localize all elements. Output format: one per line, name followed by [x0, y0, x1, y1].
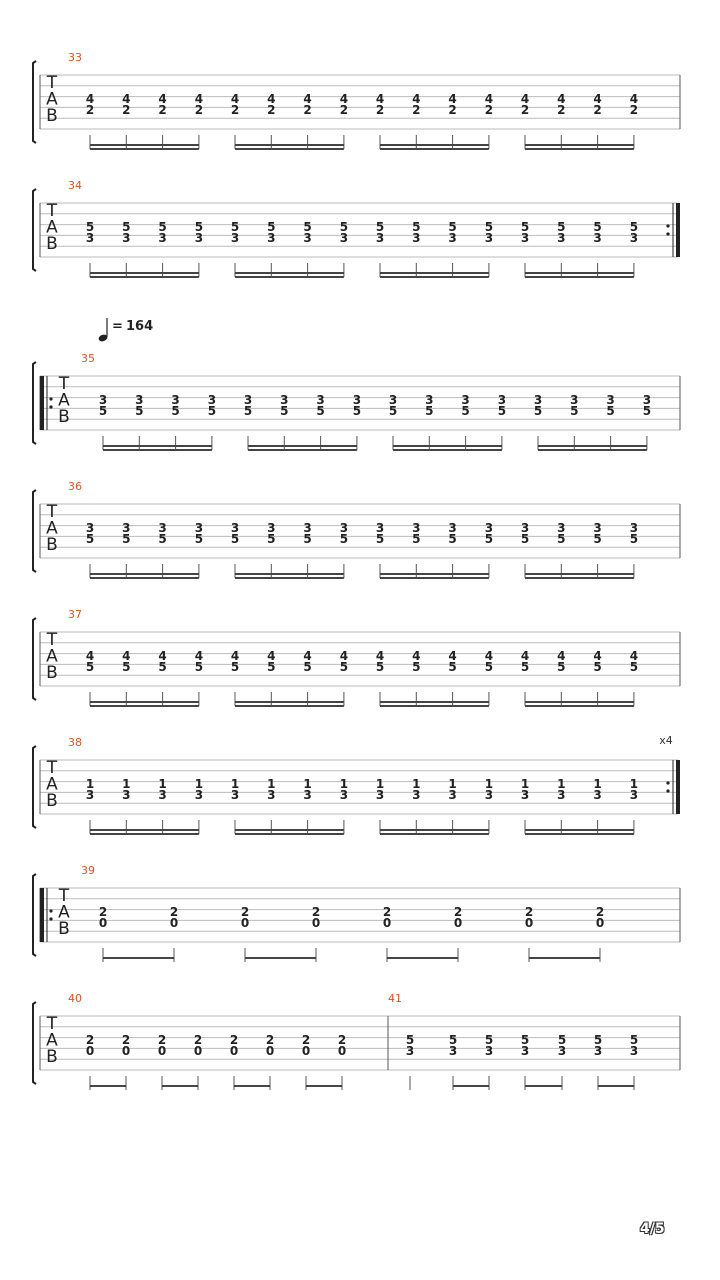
system-bracket — [33, 874, 36, 956]
fret-number: 0 — [301, 1043, 311, 1058]
fret-number: 0 — [229, 1043, 239, 1058]
fret-number: 5 — [570, 403, 579, 418]
tab-clef-letter: B — [46, 106, 58, 126]
fret-number: 5 — [533, 403, 543, 418]
fret-number: 1 — [158, 777, 167, 792]
measure-number: 34 — [68, 179, 82, 192]
fret-number: 5 — [303, 220, 312, 235]
fret-number: 2 — [265, 1033, 275, 1048]
fret-number: 5 — [85, 220, 95, 235]
fret-number: 2 — [229, 1033, 239, 1048]
fret-number: 2 — [157, 1033, 167, 1048]
fret-number: 4 — [339, 92, 349, 107]
fret-number: 1 — [194, 777, 204, 792]
fret-number: 5 — [375, 659, 385, 674]
fret-number: 4 — [520, 92, 530, 107]
fret-number: 3 — [629, 787, 639, 802]
tab-clef-letter: A — [46, 518, 58, 539]
fret-number: 5 — [158, 220, 167, 235]
fret-number: 5 — [85, 659, 95, 674]
fret-number: 0 — [595, 915, 605, 930]
fret-number: 3 — [230, 787, 240, 802]
fret-number: 4 — [230, 92, 240, 107]
fret-number: 5 — [484, 220, 494, 235]
fret-number: 4 — [303, 92, 312, 107]
fret-number: 3 — [339, 521, 349, 536]
fret-number: 5 — [448, 531, 457, 546]
fret-number: 3 — [158, 230, 167, 245]
tempo-bpm: 164 — [126, 319, 154, 334]
fret-number: 5 — [593, 1033, 603, 1048]
repeat-dot — [666, 232, 669, 235]
fret-number: 5 — [520, 531, 530, 546]
fret-number: 4 — [158, 649, 167, 664]
tab-clef-letter: T — [46, 502, 58, 522]
fret-number: 2 — [412, 102, 421, 117]
fret-number: 5 — [194, 659, 204, 674]
fret-number: 4 — [557, 92, 566, 107]
tab-clef-letter: B — [46, 663, 58, 683]
fret-number: 5 — [484, 531, 494, 546]
tab-clef-letter: B — [46, 234, 58, 254]
fret-number: 5 — [230, 531, 240, 546]
page-number: 4/5 — [640, 1221, 665, 1237]
fret-number: 5 — [230, 220, 240, 235]
fret-number: 3 — [520, 1043, 530, 1058]
fret-number: 2 — [629, 102, 639, 117]
fret-number: 3 — [85, 521, 95, 536]
fret-number: 0 — [453, 915, 463, 930]
fret-number: 3 — [375, 230, 385, 245]
fret-number: 5 — [412, 220, 421, 235]
fret-number: 1 — [629, 777, 639, 792]
tab-clef-letter: T — [46, 201, 58, 221]
tab-clef-letter: B — [46, 535, 58, 555]
fret-number: 2 — [169, 905, 179, 920]
fret-number: 3 — [375, 787, 385, 802]
fret-number: 2 — [311, 905, 321, 920]
fret-number: 5 — [85, 531, 95, 546]
system-bracket — [33, 1002, 36, 1084]
fret-number: 3 — [629, 521, 639, 536]
fret-number: 4 — [448, 92, 457, 107]
fret-number: 5 — [425, 403, 434, 418]
fret-number: 5 — [339, 531, 349, 546]
repeat-start-thick-bar — [40, 376, 44, 430]
fret-number: 5 — [267, 531, 276, 546]
fret-number: 4 — [375, 649, 385, 664]
repeat-end-thick-bar — [676, 203, 680, 257]
fret-number: 3 — [484, 230, 494, 245]
fret-number: 5 — [448, 1033, 458, 1048]
fret-number: 2 — [121, 1033, 131, 1048]
fret-number: 2 — [375, 102, 385, 117]
fret-number: 4 — [267, 92, 276, 107]
fret-number: 1 — [122, 777, 131, 792]
fret-number: 5 — [267, 220, 276, 235]
fret-number: 5 — [375, 531, 385, 546]
fret-number: 3 — [405, 1043, 415, 1058]
fret-number: 0 — [382, 915, 392, 930]
fret-number: 2 — [193, 1033, 203, 1048]
fret-number: 4 — [484, 649, 494, 664]
fret-number: 5 — [375, 220, 385, 235]
fret-number: 5 — [593, 659, 602, 674]
fret-number: 5 — [194, 531, 204, 546]
fret-number: 3 — [267, 521, 276, 536]
fret-number: 4 — [194, 92, 204, 107]
fret-number: 3 — [316, 393, 325, 408]
fret-number: 5 — [606, 403, 615, 418]
fret-number: 5 — [158, 531, 167, 546]
fret-number: 3 — [448, 787, 457, 802]
fret-number: 5 — [339, 659, 349, 674]
fret-number: 5 — [642, 403, 652, 418]
fret-number: 3 — [593, 787, 602, 802]
fret-number: 2 — [453, 905, 463, 920]
tab-clef-letter: T — [46, 73, 58, 93]
fret-number: 4 — [230, 649, 240, 664]
system-bracket — [33, 61, 36, 143]
tab-clef-letter: T — [58, 886, 70, 906]
fret-number: 5 — [593, 531, 602, 546]
fret-number: 0 — [240, 915, 250, 930]
tab-clef-letter: A — [46, 646, 58, 667]
fret-number: 5 — [448, 220, 457, 235]
fret-number: 5 — [557, 1033, 567, 1048]
tab-clef-letter: A — [58, 902, 70, 923]
fret-number: 3 — [388, 393, 398, 408]
fret-number: 0 — [169, 915, 179, 930]
fret-number: 4 — [412, 649, 421, 664]
fret-number: 4 — [122, 649, 131, 664]
fret-number: 5 — [388, 403, 398, 418]
fret-number: 2 — [303, 102, 312, 117]
system-bracket — [33, 362, 36, 444]
fret-number: 2 — [557, 102, 566, 117]
fret-number: 3 — [629, 230, 639, 245]
fret-number: 5 — [629, 1033, 639, 1048]
repeat-dot — [666, 781, 669, 784]
fret-number: 3 — [461, 393, 470, 408]
fret-number: 5 — [303, 531, 312, 546]
fret-number: 3 — [85, 230, 95, 245]
tab-clef-letter: T — [58, 374, 70, 394]
fret-number: 5 — [448, 659, 457, 674]
fret-number: 4 — [85, 649, 95, 664]
fret-number: 2 — [593, 102, 602, 117]
fret-number: 4 — [593, 92, 602, 107]
fret-number: 3 — [412, 521, 421, 536]
fret-number: 3 — [280, 393, 289, 408]
fret-number: 0 — [121, 1043, 131, 1058]
tab-clef-letter: T — [46, 758, 58, 778]
fret-number: 3 — [122, 787, 131, 802]
fret-number: 0 — [524, 915, 534, 930]
measure-number: 40 — [68, 992, 82, 1005]
fret-number: 1 — [230, 777, 240, 792]
fret-number: 1 — [412, 777, 421, 792]
fret-number: 5 — [194, 220, 204, 235]
fret-number: 2 — [301, 1033, 311, 1048]
measure-number: 37 — [68, 608, 82, 621]
fret-number: 2 — [85, 1033, 95, 1048]
fret-number: 3 — [642, 393, 652, 408]
fret-number: 5 — [461, 403, 470, 418]
fret-number: 5 — [243, 403, 253, 418]
tab-clef-letter: B — [58, 919, 70, 939]
fret-number: 5 — [484, 1033, 494, 1048]
fret-number: 5 — [267, 659, 276, 674]
fret-number: 3 — [593, 230, 602, 245]
fret-number: 3 — [520, 521, 530, 536]
fret-number: 3 — [158, 787, 167, 802]
tab-clef-letter: A — [46, 217, 58, 238]
fret-number: 3 — [267, 230, 276, 245]
fret-number: 2 — [267, 102, 276, 117]
fret-number: 5 — [135, 403, 144, 418]
fret-number: 0 — [265, 1043, 275, 1058]
fret-number: 3 — [425, 393, 434, 408]
repeat-dot — [49, 405, 52, 408]
measure-number: 33 — [68, 51, 82, 64]
fret-number: 0 — [157, 1043, 167, 1058]
repeat-dot — [666, 789, 669, 792]
fret-number: 3 — [520, 230, 530, 245]
fret-number: 4 — [593, 649, 602, 664]
fret-number: 3 — [533, 393, 543, 408]
fret-number: 4 — [267, 649, 276, 664]
system-bracket — [33, 189, 36, 271]
fret-number: 0 — [85, 1043, 95, 1058]
fret-number: 3 — [557, 521, 566, 536]
fret-number: 1 — [339, 777, 349, 792]
fret-number: 3 — [267, 787, 276, 802]
fret-number: 5 — [303, 659, 312, 674]
fret-number: 4 — [629, 649, 639, 664]
fret-number: 5 — [497, 403, 507, 418]
fret-number: 2 — [484, 102, 494, 117]
fret-number: 2 — [524, 905, 534, 920]
fret-number: 3 — [606, 393, 615, 408]
fret-number: 2 — [230, 102, 240, 117]
fret-number: 4 — [484, 92, 494, 107]
fret-number: 3 — [484, 1043, 494, 1058]
fret-number: 4 — [448, 649, 457, 664]
fret-number: 0 — [98, 915, 108, 930]
fret-number: 3 — [484, 521, 494, 536]
fret-number: 2 — [98, 905, 108, 920]
measure-number: 38 — [68, 736, 82, 749]
fret-number: 3 — [557, 230, 566, 245]
fret-number: 3 — [339, 230, 349, 245]
fret-number: 4 — [520, 649, 530, 664]
fret-number: 3 — [448, 521, 457, 536]
fret-number: 3 — [520, 787, 530, 802]
fret-number: 1 — [593, 777, 602, 792]
fret-number: 5 — [520, 1033, 530, 1048]
fret-number: 3 — [122, 521, 131, 536]
fret-number: 5 — [520, 220, 530, 235]
fret-number: 5 — [557, 220, 566, 235]
fret-number: 4 — [557, 649, 566, 664]
fret-number: 4 — [194, 649, 204, 664]
repeat-end-thick-bar — [676, 760, 680, 814]
fret-number: 3 — [207, 393, 217, 408]
fret-number: 5 — [122, 659, 131, 674]
tempo-equals: = — [112, 319, 123, 334]
fret-number: 2 — [240, 905, 250, 920]
fret-number: 0 — [193, 1043, 203, 1058]
fret-number: 3 — [171, 393, 180, 408]
measure-number: 36 — [68, 480, 82, 493]
fret-number: 5 — [484, 659, 494, 674]
fret-number: 3 — [352, 393, 362, 408]
fret-number: 5 — [412, 531, 421, 546]
fret-number: 5 — [557, 659, 566, 674]
fret-number: 3 — [448, 230, 457, 245]
repeat-count-label: x4 — [659, 734, 673, 747]
fret-number: 1 — [557, 777, 566, 792]
fret-number: 3 — [230, 521, 240, 536]
fret-number: 2 — [158, 102, 167, 117]
fret-number: 3 — [135, 393, 144, 408]
fret-number: 2 — [85, 102, 95, 117]
fret-number: 5 — [629, 531, 639, 546]
fret-number: 1 — [85, 777, 95, 792]
tab-clef-letter: A — [46, 1030, 58, 1051]
fret-number: 3 — [303, 521, 312, 536]
fret-number: 2 — [339, 102, 349, 117]
fret-number: 3 — [303, 230, 312, 245]
fret-number: 5 — [98, 403, 108, 418]
repeat-dot — [666, 224, 669, 227]
fret-number: 4 — [122, 92, 131, 107]
fret-number: 3 — [448, 1043, 458, 1058]
fret-number: 4 — [339, 649, 349, 664]
fret-number: 2 — [337, 1033, 347, 1048]
repeat-dot — [49, 917, 52, 920]
tab-clef-letter: T — [46, 630, 58, 650]
tab-clef-letter: B — [58, 407, 70, 427]
fret-number: 3 — [230, 230, 240, 245]
fret-number: 2 — [122, 102, 131, 117]
fret-number: 3 — [557, 787, 566, 802]
tab-clef-letter: A — [58, 390, 70, 411]
fret-number: 3 — [122, 230, 131, 245]
tab-clef-letter: A — [46, 89, 58, 110]
fret-number: 2 — [448, 102, 457, 117]
fret-number: 3 — [593, 521, 602, 536]
fret-number: 0 — [337, 1043, 347, 1058]
fret-number: 2 — [382, 905, 392, 920]
fret-number: 3 — [194, 521, 204, 536]
system-bracket — [33, 746, 36, 828]
fret-number: 3 — [412, 230, 421, 245]
fret-number: 5 — [280, 403, 289, 418]
fret-number: 3 — [375, 521, 385, 536]
fret-number: 3 — [497, 393, 507, 408]
fret-number: 5 — [629, 220, 639, 235]
fret-number: 2 — [520, 102, 530, 117]
fret-number: 3 — [85, 787, 95, 802]
fret-number: 3 — [194, 230, 204, 245]
system-bracket — [33, 618, 36, 700]
fret-number: 5 — [593, 220, 602, 235]
fret-number: 5 — [207, 403, 217, 418]
fret-number: 5 — [122, 531, 131, 546]
fret-number: 5 — [339, 220, 349, 235]
fret-number: 5 — [557, 531, 566, 546]
fret-number: 3 — [484, 787, 494, 802]
tab-clef-letter: A — [46, 774, 58, 795]
fret-number: 3 — [303, 787, 312, 802]
fret-number: 5 — [352, 403, 362, 418]
fret-number: 3 — [557, 1043, 567, 1058]
fret-number: 4 — [412, 92, 421, 107]
fret-number: 4 — [158, 92, 167, 107]
measure-number: 41 — [388, 992, 402, 1005]
fret-number: 5 — [629, 659, 639, 674]
fret-number: 5 — [122, 220, 131, 235]
tab-clef-letter: B — [46, 791, 58, 811]
repeat-start-thick-bar — [40, 888, 44, 942]
fret-number: 3 — [339, 787, 349, 802]
fret-number: 3 — [570, 393, 579, 408]
fret-number: 5 — [316, 403, 325, 418]
fret-number: 3 — [158, 521, 167, 536]
fret-number: 3 — [98, 393, 108, 408]
fret-number: 4 — [303, 649, 312, 664]
fret-number: 1 — [303, 777, 312, 792]
fret-number: 3 — [629, 1043, 639, 1058]
fret-number: 0 — [311, 915, 321, 930]
measure-number: 39 — [81, 864, 95, 877]
fret-number: 5 — [230, 659, 240, 674]
repeat-dot — [49, 397, 52, 400]
fret-number: 4 — [85, 92, 95, 107]
fret-number: 3 — [194, 787, 204, 802]
fret-number: 3 — [412, 787, 421, 802]
tab-clef-letter: T — [46, 1014, 58, 1034]
fret-number: 4 — [375, 92, 385, 107]
fret-number: 5 — [520, 659, 530, 674]
repeat-dot — [49, 909, 52, 912]
fret-number: 4 — [629, 92, 639, 107]
system-bracket — [33, 490, 36, 572]
fret-number: 5 — [405, 1033, 415, 1048]
fret-number: 1 — [520, 777, 530, 792]
fret-number: 5 — [412, 659, 421, 674]
tab-clef-letter: B — [46, 1047, 58, 1067]
fret-number: 5 — [158, 659, 167, 674]
fret-number: 1 — [267, 777, 276, 792]
fret-number: 3 — [243, 393, 253, 408]
fret-number: 2 — [194, 102, 204, 117]
fret-number: 2 — [595, 905, 605, 920]
fret-number: 3 — [593, 1043, 603, 1058]
fret-number: 1 — [484, 777, 494, 792]
fret-number: 1 — [375, 777, 385, 792]
fret-number: 1 — [448, 777, 457, 792]
measure-number: 35 — [81, 352, 95, 365]
fret-number: 5 — [171, 403, 180, 418]
